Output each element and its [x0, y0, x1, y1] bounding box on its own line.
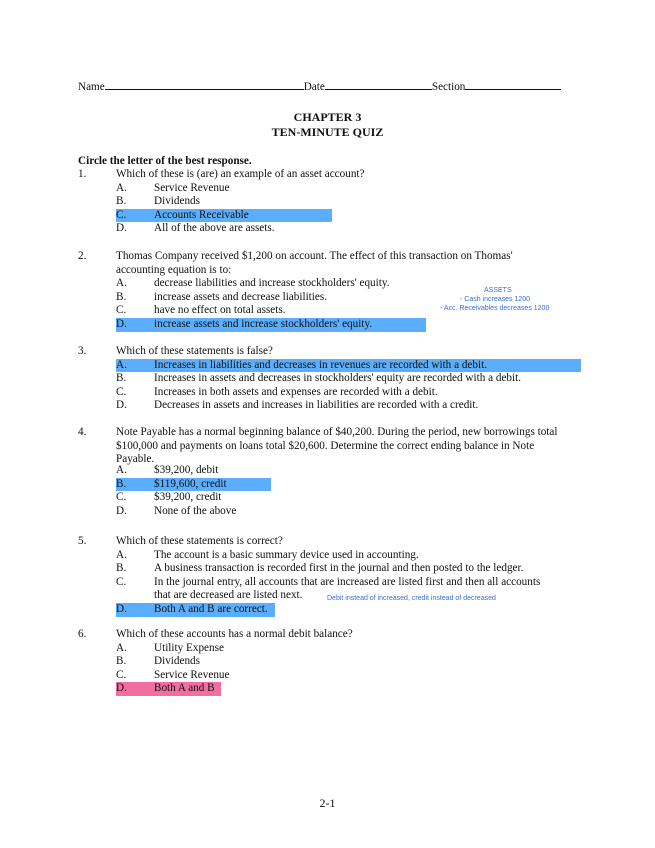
question-text: Which of these statements is correct?	[116, 535, 283, 547]
option-b[interactable]: B. increase assets and decrease liabilities.	[116, 290, 328, 303]
question-text: Which of these statements is false?	[116, 345, 273, 357]
question-number: 5.	[78, 535, 87, 547]
section-label: Section	[431, 81, 466, 93]
chapter-title: CHAPTER 3	[293, 110, 362, 124]
option-c[interactable]: C. In the journal entry, all accounts that are increased are listed first and then all accounts	[116, 575, 541, 588]
option-a[interactable]: A. Utility Expense	[116, 641, 224, 654]
option-c[interactable]: C. Increases in both assets and expenses are recorded with a debit.	[116, 385, 438, 398]
option-d[interactable]: D. Decreases in assets and increases in liabilities are recorded with a credit.	[116, 399, 479, 412]
option-a[interactable]: A. $39,200, debit	[116, 464, 219, 476]
assets-note-line-2: - Acc. Receivables decreases 1200	[440, 305, 550, 312]
quiz-title: TEN-MINUTE QUIZ	[271, 125, 384, 139]
option-c[interactable]: C. have no effect on total assets.	[116, 304, 286, 317]
option-c-highlighted[interactable]: C. Accounts Receivable	[116, 209, 332, 223]
option-c[interactable]: C. Service Revenue	[116, 668, 230, 681]
assets-note-line-1: - Cash increases 1200	[460, 296, 531, 303]
date-blank	[325, 78, 432, 90]
instructions: Circle the letter of the best response.	[78, 155, 252, 167]
question-number: 2.	[78, 250, 87, 262]
option-a[interactable]: A. decrease liabilities and increase stockholders' equity.	[116, 277, 390, 290]
date-label: Date	[303, 81, 325, 93]
option-b[interactable]: B. Dividends	[116, 195, 200, 208]
page-number: 2-1	[319, 796, 336, 810]
question-text: Thomas Company received $1,200 on account. The effect of this transaction on Thomas' accounting equation is to:	[116, 250, 513, 276]
option-b-highlighted[interactable]: B. $119,600, credit	[116, 478, 271, 492]
option-a-highlighted[interactable]: A. Increases in liabilities and decreases in revenues are recorded with a debit.	[116, 359, 581, 373]
section-blank	[465, 78, 561, 90]
name-blank	[105, 78, 304, 90]
question-number: 1.	[78, 168, 87, 180]
option-a[interactable]: A. The account is a basic summary device used in accounting.	[116, 548, 419, 561]
option-b[interactable]: B. A business transaction is recorded first in the journal and then posted to the ledger.	[116, 562, 524, 575]
question-text: Which of these accounts has a normal debit balance?	[116, 628, 353, 640]
option-d[interactable]: D. All of the above are assets.	[116, 222, 275, 235]
assets-note-title: ASSETS	[484, 287, 512, 294]
name-label: Name	[78, 81, 105, 93]
question-number: 3.	[78, 345, 87, 357]
option-d-highlighted[interactable]: D. increase assets and increase stockholders' equity.	[116, 318, 426, 332]
option-a[interactable]: A. Service Revenue	[116, 181, 230, 194]
header-fields	[78, 78, 578, 93]
option-c[interactable]: C. $39,200, credit	[116, 491, 222, 504]
option-c-continued: that are decreased are listed next.	[154, 589, 303, 602]
q5-note: Debit instead of increased, credit instead of decreased	[327, 595, 496, 602]
question-number: 4.	[78, 426, 87, 438]
option-d-highlighted[interactable]: D. Both A and B	[116, 682, 221, 696]
option-b[interactable]: B. Increases in assets and decreases in stockholders' equity are recorded with a debit.	[116, 372, 522, 385]
question-text: Which of these is (are) an example of an asset account?	[116, 168, 365, 180]
question-text: Note Payable has a normal beginning balance of $40,200. During the period, new borrowings total $100,000 and payments on loans total $20,600. Determine the correct ending balance in Note Payable.	[116, 426, 558, 466]
question-number: 6.	[78, 628, 87, 640]
option-b[interactable]: B. Dividends	[116, 655, 200, 668]
option-d-highlighted[interactable]: D. Both A and B are correct.	[116, 603, 275, 617]
option-d[interactable]: D. None of the above	[116, 504, 237, 517]
